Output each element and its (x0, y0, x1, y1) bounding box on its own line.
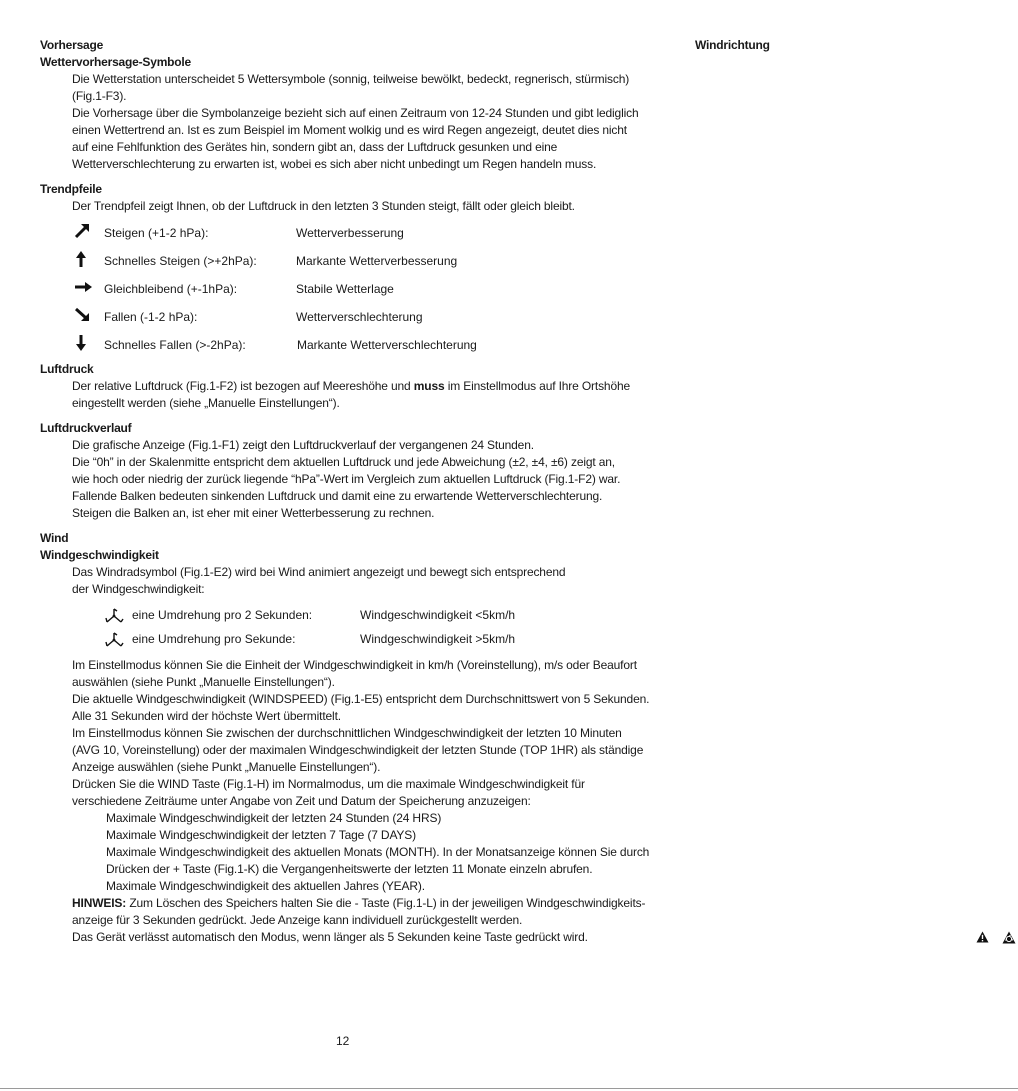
wind-line: Im Einstellmodus können Sie zwischen der durchschnittlichen Windgeschwindigkeit der letzten 10 Minuten (72, 726, 622, 740)
wind-line: Im Einstellmodus können Sie die Einheit der Windgeschwindigkeit in km/h (Voreinstellung), m/s oder Beaufort (72, 658, 637, 672)
verlauf-line: Steigen die Balken an, ist eher mit einer Wetterbesserung zu rechnen. (72, 506, 435, 520)
luftdruck-text: im Einstellmodus auf Ihre Ortshöhe (444, 379, 631, 393)
warning-icon (976, 931, 989, 943)
wind-meaning: Windgeschwindigkeit <5km/h (360, 608, 516, 622)
wind-row-slow (102, 605, 655, 629)
arrow-up-right-icon (72, 221, 94, 243)
wind-line: Alle 31 Sekunden wird der höchste Wert übermittelt. (72, 709, 341, 723)
wind-label: eine Umdrehung pro Sekunde: (132, 632, 296, 646)
wind-wheel-icon (102, 629, 126, 651)
luftdruck-text: Der relative Luftdruck (Fig.1-F2) ist bezogen auf Meereshöhe und (72, 379, 414, 393)
arrow-right-icon (72, 277, 94, 299)
wind-sub-line: Maximale Windgeschwindigkeit des aktuellen Monats (MONTH). In der Monatsanzeige können Sie durch (106, 845, 650, 859)
verlauf-line: Die grafische Anzeige (Fig.1-F1) zeigt den Luftdruckverlauf der vergangenen 24 Stunden. (72, 438, 534, 452)
page-number: 12 (336, 1034, 350, 1048)
left-column (40, 37, 655, 946)
heading-windgeschwindigkeit: Windgeschwindigkeit (40, 548, 159, 562)
luftdruck-emphasis: muss (413, 379, 445, 393)
wind-sub-line: Maximale Windgeschwindigkeit der letzten 7 Tage (7 DAYS) (106, 828, 416, 842)
trend-row-gleichbleibend (72, 277, 655, 305)
trend-meaning: Markante Wetterverschlechterung (297, 338, 477, 352)
wind-label: eine Umdrehung pro 2 Sekunden: (132, 608, 313, 622)
storm-warning-icon (1002, 931, 1016, 944)
wind-sub-line: Drücken der + Taste (Fig.1-K) die Vergangenheitswerte der letzten 11 Monate einzeln abrufen. (106, 862, 593, 876)
wind-sub-line: Maximale Windgeschwindigkeit der letzten 24 Stunden (24 HRS) (106, 811, 442, 825)
arrow-down-right-icon (72, 305, 94, 327)
hinweis-line: Das Gerät verlässt automatisch den Modus, wenn länger als 5 Sekunden keine Taste gedrückt wird. (72, 930, 588, 944)
wind-line: Anzeige auswählen (siehe Punkt „Manuelle Einstellungen“). (72, 760, 381, 774)
trend-label: Schnelles Fallen (>-2hPa): (104, 338, 246, 352)
verlauf-line: Fallende Balken bedeuten sinkenden Luftdruck und damit eine zu erwartende Wetterverschlechterung. (72, 489, 603, 503)
wind-row-fast (102, 629, 655, 653)
hinweis-text: Zum Löschen des Speichers halten Sie die - Taste (Fig.1-L) in der jeweiligen Windgeschwindigkeits- (126, 896, 646, 910)
arrow-down-icon (72, 333, 94, 355)
wind-wheel-icon (102, 605, 126, 627)
hinweis-label: HINWEIS: (72, 896, 127, 910)
trend-label: Fallen (-1-2 hPa): (104, 310, 198, 324)
symbole-line: (Fig.1-F3). (72, 89, 127, 103)
heading-wettervorhersage-symbole: Wettervorhersage-Symbole (40, 55, 192, 69)
trend-row-fallen (72, 305, 655, 333)
trend-row-steigen (72, 221, 655, 249)
arrow-up-icon (72, 249, 94, 271)
trend-row-schnelles-fallen (72, 333, 655, 361)
symbole-line: Die Wetterstation unterscheidet 5 Wettersymbole (sonnig, teilweise bewölkt, bedeckt, regnerisch, stürmisch) (72, 72, 630, 86)
trend-meaning: Markante Wetterverbesserung (296, 254, 458, 268)
trend-label: Schnelles Steigen (>+2hPa): (104, 254, 257, 268)
trend-meaning: Wetterverschlechterung (296, 310, 423, 324)
trend-label: Gleichbleibend (+-1hPa): (104, 282, 238, 296)
wind-line: verschiedene Zeiträume unter Angabe von Zeit und Datum der Speicherung anzuzeigen: (72, 794, 531, 808)
heading-luftdruckverlauf: Luftdruckverlauf (40, 421, 132, 435)
wind-sub-line: Maximale Windgeschwindigkeit des aktuellen Jahres (YEAR). (106, 879, 425, 893)
hinweis-line: anzeige für 3 Sekunden gedrückt. Jede Anzeige kann individuell zurückgestellt werden. (72, 913, 523, 927)
symbole-line: auf eine Fehlfunktion des Gerätes hin, sondern gibt an, dass der Luftdruck gesunken und eine (72, 140, 558, 154)
wind-line: der Windgeschwindigkeit: (72, 582, 205, 596)
symbole-line: Wetterverschlechterung zu erwarten ist, wobei es sich aber nicht unbedingt um Regen handeln muss. (72, 157, 597, 171)
trend-row-schnelles-steigen (72, 249, 655, 277)
verlauf-line: wie hoch oder niedrig der zurück liegende “hPa”-Wert im Vergleich zum aktuellen Luftdruck (Fig.1-F2) war. (72, 472, 621, 486)
page-divider (0, 1088, 1018, 1089)
heading-vorhersage: Vorhersage (40, 38, 104, 52)
wind-line: Drücken Sie die WIND Taste (Fig.1-H) im Normalmodus, um die maximale Windgeschwindigkeit für (72, 777, 585, 791)
heading-windrichtung: Windrichtung (695, 38, 770, 52)
luftdruck-line (72, 378, 655, 395)
hinweis-line (72, 895, 655, 912)
trend-label: Steigen (+1-2 hPa): (104, 226, 209, 240)
symbole-line: Die Vorhersage über die Symbolanzeige bezieht sich auf einen Zeitraum von 12-24 Stunden und gibt lediglich (72, 106, 639, 120)
wind-line: Das Windradsymbol (Fig.1-E2) wird bei Wind animiert angezeigt und bewegt sich entsprechend (72, 565, 566, 579)
trend-meaning: Wetterverbesserung (296, 226, 404, 240)
wind-meaning: Windgeschwindigkeit >5km/h (360, 632, 516, 646)
heading-luftdruck: Luftdruck (40, 362, 94, 376)
wind-line: (AVG 10, Voreinstellung) oder der maximalen Windgeschwindigkeit der letzten Stunde (TOP 1HR) als ständige (72, 743, 644, 757)
luftdruck-line: eingestellt werden (siehe „Manuelle Einstellungen“). (72, 396, 340, 410)
trend-intro: Der Trendpfeil zeigt Ihnen, ob der Luftdruck in den letzten 3 Stunden steigt, fällt oder gleich bleibt. (72, 199, 575, 213)
trend-meaning: Stabile Wetterlage (296, 282, 394, 296)
symbole-line: einen Wettertrend an. Ist es zum Beispiel im Moment wolkig und es wird Regen angezeigt, deutet dies nicht (72, 123, 627, 137)
heading-trendpfeile: Trendpfeile (40, 182, 102, 196)
wind-line: auswählen (siehe Punkt „Manuelle Einstellungen“). (72, 675, 335, 689)
heading-wind: Wind (40, 531, 69, 545)
verlauf-line: Die “0h” in der Skalenmitte entspricht dem aktuellen Luftdruck und jede Abweichung (±2, ±4, ±6) zeigt an, (72, 455, 615, 469)
wind-line: Die aktuelle Windgeschwindigkeit (WINDSPEED) (Fig.1-E5) entspricht dem Durchschnittswert von 5 Sekunden. (72, 692, 650, 706)
